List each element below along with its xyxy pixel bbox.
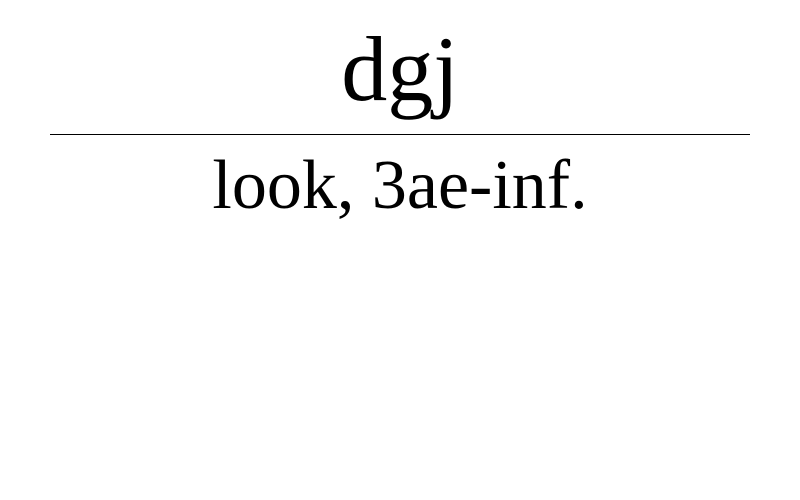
headword: dgj	[341, 18, 459, 120]
gloss-text: look, 3ae-inf.	[212, 147, 588, 224]
divider-rule	[50, 134, 750, 135]
